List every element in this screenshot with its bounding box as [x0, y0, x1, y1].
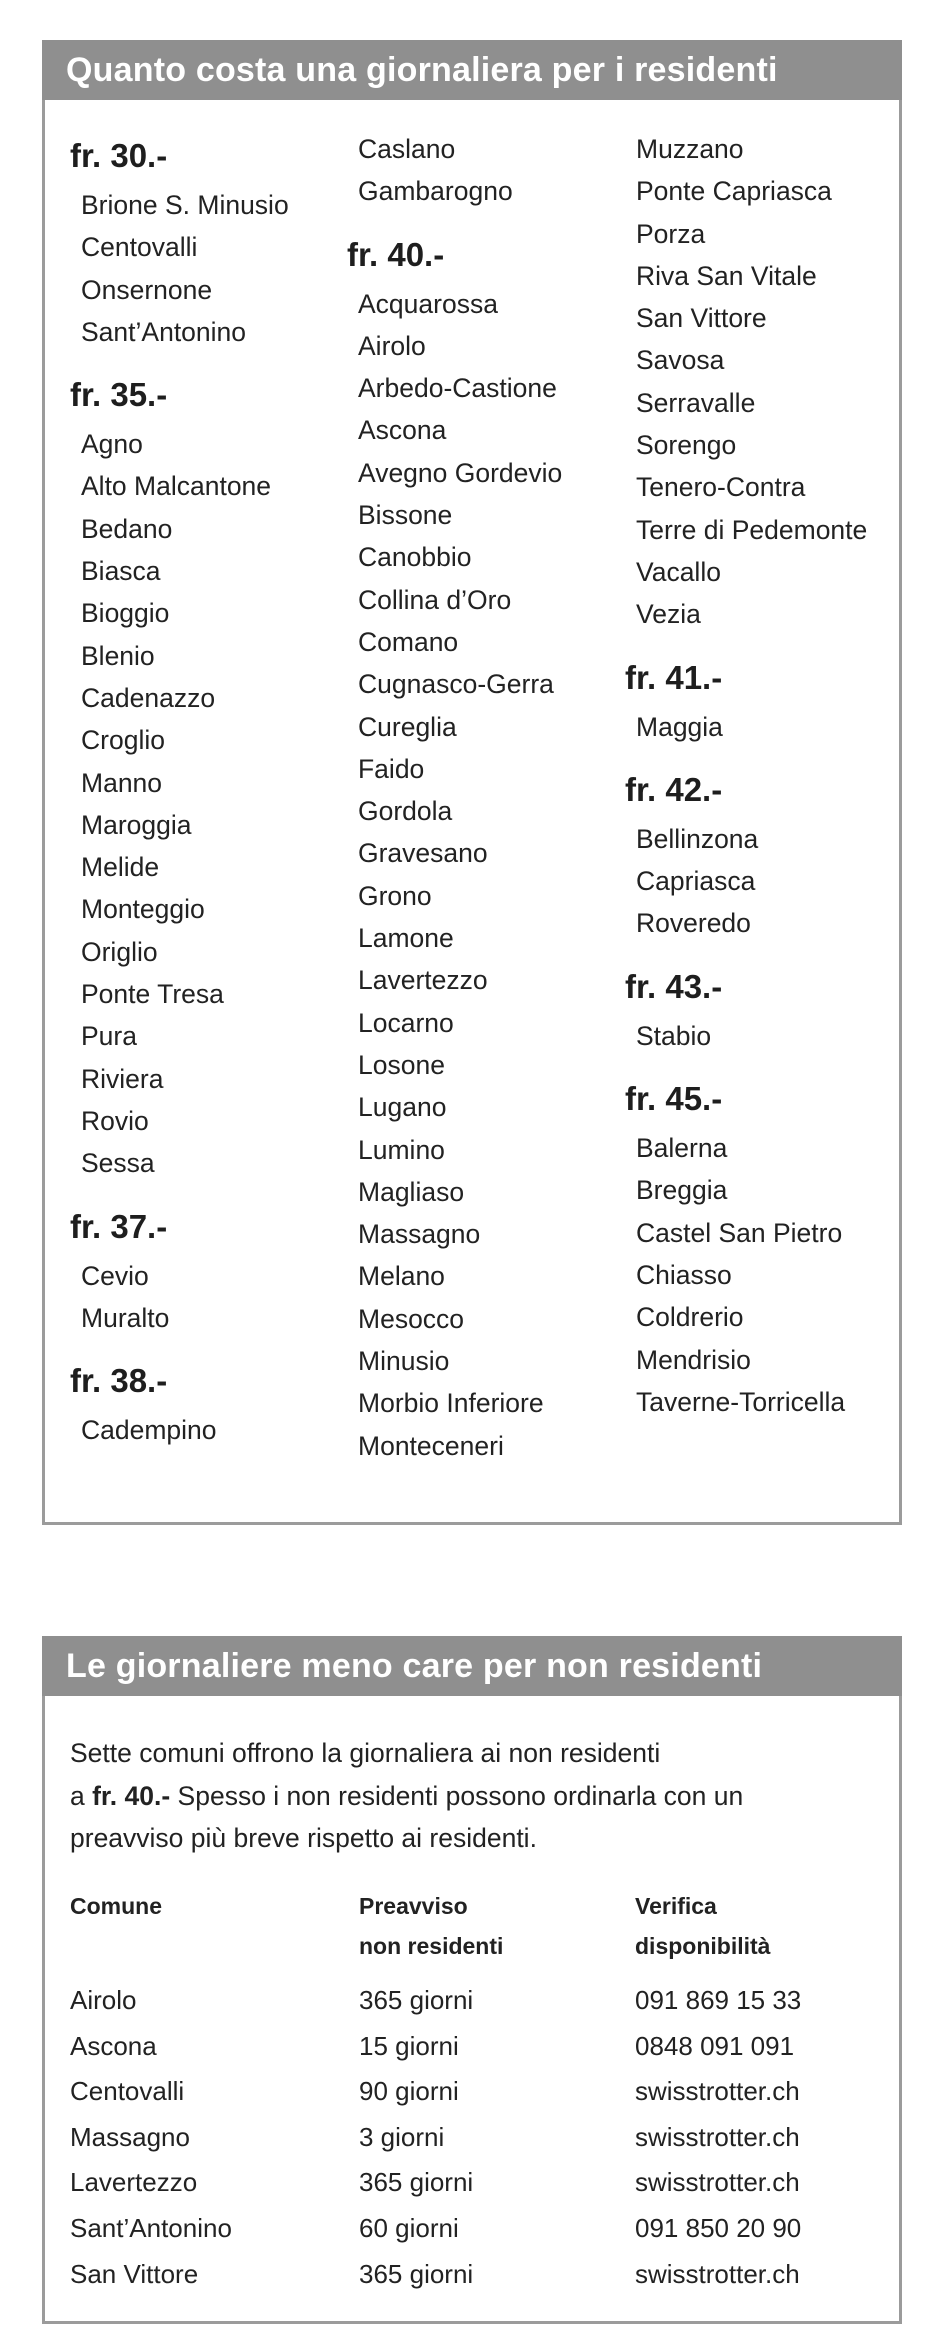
price-group	[625, 650, 905, 748]
town-name: Acquarossa	[358, 288, 498, 319]
town-name: Caslano	[358, 134, 456, 164]
price-column-3	[625, 128, 905, 1437]
price-heading: fr. 45.-	[625, 1080, 723, 1118]
town-name: Mesocco	[358, 1303, 465, 1334]
town-name: Bedano	[81, 513, 173, 544]
town-name: Manno	[81, 767, 163, 798]
cell-preavviso: 365 giorni	[359, 2167, 474, 2198]
town-name: Agno	[81, 429, 143, 460]
town-name: Melide	[81, 852, 160, 883]
residents-box-title: Quanto costa una giornaliera per i residenti	[42, 40, 902, 100]
price-group	[70, 367, 350, 1184]
town-name: Gordola	[358, 796, 453, 827]
price-group	[70, 1199, 350, 1340]
cell-verifica: 091 869 15 33	[635, 1985, 802, 2015]
town-name: Origlio	[81, 936, 158, 967]
town-name: Bioggio	[81, 598, 170, 629]
nonresidents-intro	[70, 1732, 880, 1860]
cell-preavviso: 365 giorni	[359, 2258, 474, 2289]
town-name: Arbedo-Castione	[358, 373, 557, 404]
town-name: Comano	[358, 626, 459, 657]
cell-verifica: swisstrotter.ch	[635, 2076, 800, 2107]
town-name: Rovio	[81, 1105, 149, 1136]
price-heading: fr. 40.-	[347, 235, 445, 273]
cell-comune: Centovalli	[70, 2076, 185, 2107]
price-heading: fr. 35.-	[70, 376, 168, 414]
town-name: Tenero-Contra	[636, 472, 806, 503]
price-heading: fr. 38.-	[70, 1362, 168, 1400]
price-heading: fr. 41.-	[625, 658, 723, 696]
town-name: Ponte Tresa	[81, 979, 224, 1010]
nonresidents-box	[42, 1636, 902, 2324]
town-name: Stabio	[636, 1020, 712, 1051]
town-name: Porza	[636, 218, 706, 249]
table-row	[70, 2069, 885, 2115]
cell-comune: Sant’Antonino	[70, 2212, 232, 2243]
price-heading: fr. 42.-	[625, 770, 723, 808]
town-name: Melano	[358, 1261, 445, 1292]
price-group	[347, 227, 627, 1467]
town-name: Riviera	[81, 1063, 164, 1094]
town-name: Maroggia	[81, 809, 192, 840]
intro-price: fr. 40.-	[92, 1780, 171, 1811]
cell-comune: Lavertezzo	[70, 2167, 198, 2198]
town-name: Cevio	[81, 1260, 149, 1291]
town-name: Mendrisio	[636, 1344, 751, 1375]
cell-preavviso: 90 giorni	[359, 2076, 459, 2107]
price-group	[625, 959, 905, 1057]
nonresidents-table	[70, 1886, 885, 2297]
cell-preavviso: 60 giorni	[359, 2212, 459, 2243]
price-heading: fr. 30.-	[70, 137, 168, 174]
price-group	[347, 128, 627, 213]
table-row	[70, 2024, 885, 2070]
town-name: Bellinzona	[636, 823, 759, 854]
town-name: Massagno	[358, 1219, 481, 1250]
price-group	[625, 762, 905, 945]
town-name: Morbio Inferiore	[358, 1388, 544, 1419]
town-name: Vacallo	[636, 556, 721, 587]
town-name: Taverne-Torricella	[636, 1386, 846, 1417]
cell-verifica: swisstrotter.ch	[635, 2167, 800, 2198]
price-heading: fr. 43.-	[625, 967, 723, 1005]
town-name: Balerna	[636, 1133, 728, 1164]
town-name: Cadenazzo	[81, 682, 216, 713]
town-name: Magliaso	[358, 1176, 465, 1207]
cell-preavviso: 15 giorni	[359, 2030, 459, 2061]
town-name: Vezia	[636, 599, 701, 630]
cell-verifica: swisstrotter.ch	[635, 2121, 800, 2152]
town-name: Monteggio	[81, 894, 205, 925]
town-name: Muralto	[81, 1302, 170, 1333]
price-group	[70, 128, 350, 353]
town-name: Capriasca	[636, 866, 756, 897]
town-name: Lavertezzo	[358, 965, 488, 996]
cell-verifica: 091 850 20 90	[635, 2212, 802, 2243]
town-name: Minusio	[358, 1346, 450, 1377]
town-name: Castel San Pietro	[636, 1217, 843, 1248]
town-name: Muzzano	[636, 134, 744, 164]
town-name: Centovalli	[81, 232, 198, 263]
price-heading: fr. 37.-	[70, 1207, 168, 1245]
cell-comune: Massagno	[70, 2121, 190, 2152]
town-name: Maggia	[636, 711, 723, 742]
town-name: Cadempino	[81, 1415, 217, 1446]
cell-preavviso: 365 giorni	[359, 1985, 474, 2015]
cell-verifica: swisstrotter.ch	[635, 2258, 800, 2289]
town-name: Ascona	[358, 415, 447, 446]
town-name: Sorengo	[636, 430, 737, 461]
table-row	[70, 2206, 885, 2252]
cell-verifica: 0848 091 091	[635, 2030, 795, 2061]
town-name: Cugnasco-Gerra	[358, 669, 554, 700]
town-name: Biasca	[81, 556, 161, 587]
town-name: Monteceneri	[358, 1430, 504, 1461]
cell-comune: Airolo	[70, 1985, 137, 2015]
table-row	[70, 2252, 885, 2298]
town-name: Sessa	[81, 1148, 155, 1179]
town-name: Lumino	[358, 1134, 445, 1165]
residents-price-box	[42, 40, 902, 1525]
town-name: Sant’Antonino	[81, 316, 247, 347]
intro-line-2a: a	[70, 1780, 93, 1811]
town-name: Blenio	[81, 640, 155, 671]
town-name: San Vittore	[636, 303, 767, 334]
town-name: Chiasso	[636, 1259, 732, 1290]
town-name: Ponte Capriasca	[636, 176, 832, 207]
town-name: Alto Malcantone	[81, 471, 272, 502]
town-name: Airolo	[358, 330, 426, 361]
town-name: Collina d’Oro	[358, 584, 512, 615]
town-name: Grono	[358, 880, 432, 911]
header-preavviso: Preavviso non residenti	[359, 1893, 504, 1959]
town-name: Onsernone	[81, 274, 213, 305]
table-header	[70, 1886, 885, 1966]
town-name: Breggia	[636, 1175, 728, 1206]
town-name: Cureglia	[358, 711, 457, 742]
price-group	[625, 1071, 905, 1423]
town-name: Canobbio	[358, 542, 472, 573]
town-name: Roveredo	[636, 908, 751, 939]
town-name: Gambarogno	[358, 176, 513, 207]
price-group	[70, 1353, 350, 1451]
price-group	[625, 128, 905, 636]
town-name: Terre di Pedemonte	[636, 514, 868, 545]
town-name: Brione S. Minusio	[81, 190, 289, 220]
table-row	[70, 2160, 885, 2206]
town-name: Lamone	[358, 923, 454, 954]
town-name: Serravalle	[636, 387, 756, 418]
town-name: Croglio	[81, 725, 165, 756]
town-name: Riva San Vitale	[636, 260, 817, 291]
price-column-1	[70, 128, 350, 1465]
table-row	[70, 1978, 885, 2024]
table-body	[70, 1978, 885, 2297]
town-name: Avegno Gordevio	[358, 457, 563, 488]
town-name: Bissone	[358, 500, 453, 531]
town-name: Pura	[81, 1021, 137, 1052]
town-name: Faido	[358, 753, 425, 784]
cell-preavviso: 3 giorni	[359, 2121, 445, 2152]
town-name: Savosa	[636, 345, 725, 376]
cell-comune: Ascona	[70, 2030, 157, 2061]
header-comune: Comune	[70, 1893, 162, 1919]
nonresidents-box-title: Le giornaliere meno care per non residenti	[42, 1636, 902, 1696]
town-name: Losone	[358, 1049, 445, 1080]
intro-line-2c: Spesso i non residenti possono ordinarla con un	[170, 1780, 744, 1811]
cell-comune: San Vittore	[70, 2258, 199, 2289]
town-name: Lugano	[358, 1092, 447, 1123]
header-verifica: Verifica disponibilità	[635, 1893, 771, 1959]
town-name: Coldrerio	[636, 1302, 744, 1333]
intro-line-3: preavviso più breve rispetto ai residenti.	[70, 1823, 537, 1853]
town-name: Locarno	[358, 1007, 454, 1038]
intro-line-1: Sette comuni offrono la giornaliera ai non residenti	[70, 1738, 661, 1768]
price-column-2	[347, 128, 627, 1481]
town-name: Gravesano	[358, 838, 488, 869]
table-row	[70, 2115, 885, 2161]
